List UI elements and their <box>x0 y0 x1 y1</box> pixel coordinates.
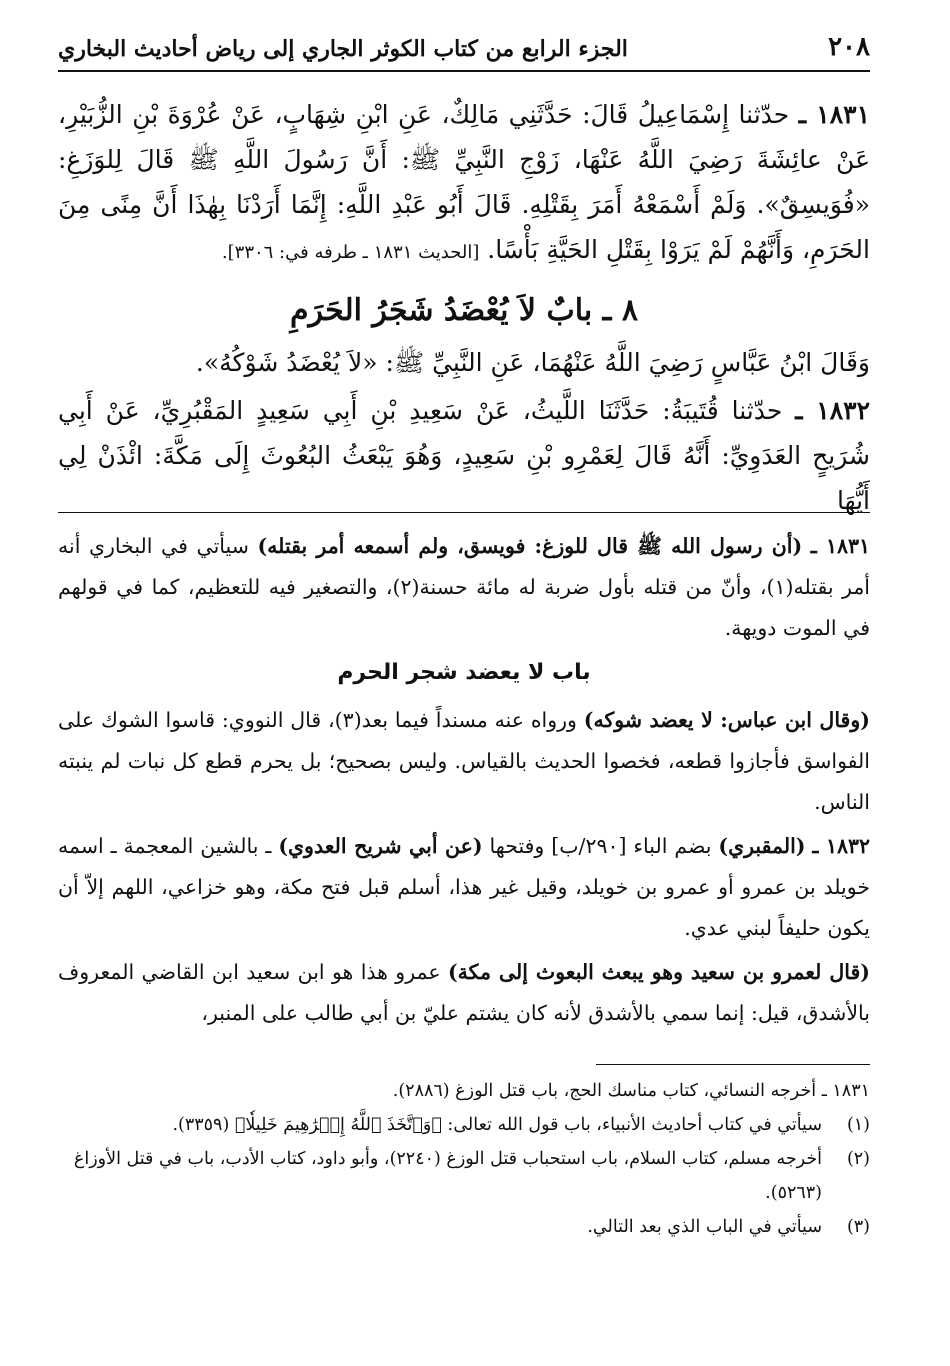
commentary-text: سيأتي في البخاري أنه أمر بقتله(١)، وأنّ من قتله بأول ضربة له مائة حسنة(٢)، والتصغير فيه للتعظيم، كما في قولهم في الموت دويهة. <box>58 534 871 640</box>
page-number: ٢٠٨ <box>828 32 870 62</box>
commentary-number: ١٨٣١ ـ <box>810 534 870 558</box>
hadith-number: ١٨٣١ ـ <box>798 100 870 129</box>
commentary-text: ورواه عنه مسنداً فيما بعد(٣)، قال النووي: قاسوا الشوك على الفواسق فأجازوا قطعه، فخصوا الحديث بالقياس. وليس بصحيح؛ بل يحرم قطع كل نبات لم ينبته الناس. <box>58 708 870 814</box>
footnote <box>58 1108 870 1142</box>
commentary-quote: (أن رسول الله ﷺ قال للوزغ: فويسق، ولم أسمعه أمر بقتله) <box>257 534 803 558</box>
footnote <box>58 1210 870 1244</box>
footnotes <box>58 1074 870 1244</box>
footnote-marker: (٢) <box>846 1149 870 1169</box>
footnote <box>58 1142 870 1210</box>
running-title: الجزء الرابع من كتاب الكوثر الجاري إلى رياض أحاديث البخاري <box>58 36 628 62</box>
commentary-1832 <box>58 826 870 949</box>
hadith-text: حدّثنا إِسْمَاعِيلُ قَالَ: حَدَّثَنِي مَالِكٌ، عَنِ ابْنِ شِهَابٍ، عَنْ عُرْوَةَ بْنِ الزُّبَيْرِ، عَنْ عائِشَةَ رَضِيَ اللَّهُ عَنْهَا، زَوْجِ النَّبِيِّ ﷺ: أَنَّ رَسُولَ اللَّهِ ﷺ قَالَ لِلوَزَغِ: «فُوَيسِقٌ». وَلَمْ أَسْمَعْهُ أَمَرَ بِقَتْلِهِ. قَالَ أَبُو عَبْدِ اللَّهِ: إِنَّمَا أَرَدْنَا بِهٰذَا أَنَّ مِنًى مِنَ الحَرَمِ، وَأَنَّهُمْ لَمْ يَرَوْا بِقَتْلِ الحَيَّةِ بَأْسًا. <box>58 100 870 264</box>
footnote-text: أخرجه مسلم، كتاب السلام، باب استحباب قتل الوزغ (٢٢٤٠)، وأبو داود، كتاب الأدب، باب في قتل الأوزاغ (٥٢٦٣). <box>73 1149 822 1203</box>
commentary-quote: (وقال ابن عباس: لا يعضد شوكه) <box>583 708 870 732</box>
page-header <box>58 30 870 72</box>
commentary-amr <box>58 952 870 1034</box>
hadith-reference: [الحديث ١٨٣١ ـ طرفه في: ٣٣٠٦]. <box>221 242 480 263</box>
footnote <box>58 1074 870 1108</box>
commentary-text: ـ بالشين المعجمة ـ اسمه خويلد بن عمرو أو عمرو بن خويلد، وقيل غير هذا، أسلم قبل فتح مكة، وهو خزاعي، اللهم إلاّ أن يكون حليفاً لبني عدي. <box>58 834 870 940</box>
hadith-text: حدّثنا قُتَيبَةُ: حَدَّثَنَا اللَّيثُ، عَنْ سَعِيدِ بْنِ أَبِي سَعِيدٍ المَقْبُرِيِّ، عَنْ أَبِي شُرَيحٍ العَدَوِيِّ: أَنَّهُ قَالَ لِعَمْرِو بْنِ سَعِيدٍ، وَهُوَ يَبْعَثُ البُعُوثَ إِلَى مَكَّةَ: ائْذَنْ لِي أَيُّهَا <box>58 396 870 515</box>
commentary-chapter-title: باب لا يعضد شجر الحرم <box>337 660 591 685</box>
commentary-quote: (عن أبي شريح العدوي) <box>278 834 483 858</box>
commentary-text: بضم الباء [٢٩٠/ب] وفتحها <box>489 834 712 858</box>
commentary-1831 <box>58 526 870 649</box>
hadith-1832 <box>58 388 870 523</box>
footnote-marker: (١) <box>846 1115 870 1135</box>
commentary-number: ١٨٣٢ ـ <box>812 834 870 858</box>
chapter-title: ٨ ـ بابٌ لاَ يُعْضَدُ شَجَرُ الحَرَمِ <box>289 293 639 328</box>
footnote-marker: (٣) <box>846 1217 870 1237</box>
commentary-ibn-abbas <box>58 700 870 823</box>
commentary-text: عمرو هذا هو ابن سعيد ابن القاضي المعروف بالأشدق، قيل: إنما سمي بالأشدق لأنه كان يشتم عليّ بن أبي طالب على المنبر، <box>58 960 870 1025</box>
hadith-1831 <box>58 92 870 275</box>
commentary-quote: (قال لعمرو بن سعيد وهو يبعث البعوث إلى مكة) <box>447 960 870 984</box>
text-commentary-divider <box>58 512 870 513</box>
footnote-divider <box>596 1064 870 1065</box>
commentary-quote: (المقبري) <box>718 834 806 858</box>
footnote-text: سيأتي في كتاب أحاديث الأنبياء، باب قول الله تعالى: ﴿وَٱتَّخَذَ ٱللَّهُ إِبۡرَٰهِيمَ خَلِيلٗا﴾ (٣٣٥٩). <box>172 1115 822 1135</box>
footnote-text: سيأتي في الباب الذي بعد التالي. <box>587 1217 822 1237</box>
chapter-statement: وَقَالَ ابْنُ عَبَّاسٍ رَضِيَ اللَّهُ عَنْهُمَا، عَنِ النَّبِيِّ ﷺ: «لاَ يُعْضَدُ شَوْكُهُ». <box>195 348 870 377</box>
hadith-number: ١٨٣٢ ـ <box>795 396 871 425</box>
footnote-text: ١٨٣١ ـ أخرجه النسائي، كتاب مناسك الحج، باب قتل الوزغ (٢٨٨٦). <box>392 1081 870 1101</box>
